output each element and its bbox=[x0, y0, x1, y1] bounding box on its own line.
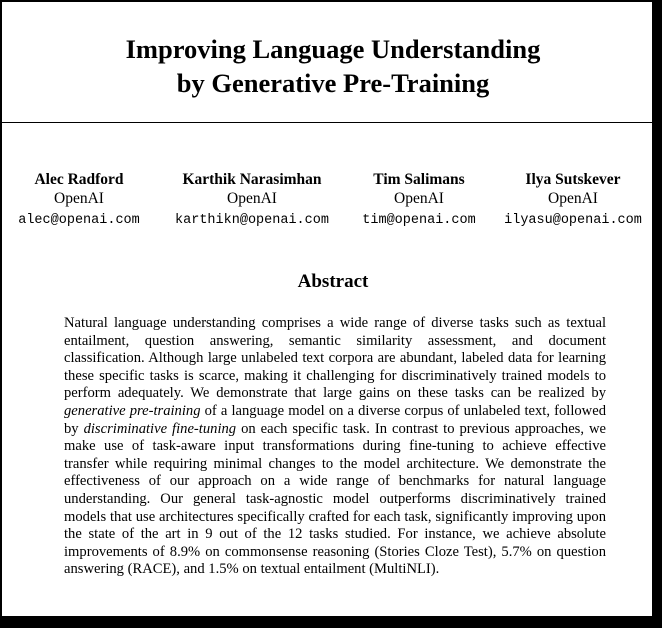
author-name: Karthik Narasimhan bbox=[182, 171, 322, 188]
author-affiliation: OpenAI bbox=[227, 190, 277, 207]
author-block bbox=[162, 170, 342, 230]
abstract-text: Natural language understanding comprises a wide range of diverse tasks such as textual entailment, question answering, semantic similarity assessment, and document classification. Although large unlabeled text corpora are abundant, labeled data for learning these specific tasks is scarce, making it challenging for discriminatively trained models to perform adequately. We demonstrate that large gains on these tasks can be realized by bbox=[64, 315, 606, 402]
author-block bbox=[4, 170, 154, 230]
author-block bbox=[498, 170, 648, 230]
abstract-emphasis: discriminative fine-tuning bbox=[83, 420, 237, 437]
author-block bbox=[354, 170, 484, 230]
author-affiliation: OpenAI bbox=[394, 190, 444, 207]
author-affiliation: OpenAI bbox=[54, 190, 104, 207]
author-name: Tim Salimans bbox=[373, 171, 465, 188]
author-email[interactable]: alec@openai.com bbox=[18, 213, 140, 228]
paper-title bbox=[2, 32, 652, 100]
abstract-body bbox=[64, 315, 606, 579]
author-name: Alec Radford bbox=[34, 171, 124, 188]
abstract-text: of a language model on a diverse corpus of unlabeled text, followed by bbox=[64, 402, 606, 437]
title-line-2: by Generative Pre-Training bbox=[176, 68, 490, 98]
abstract-emphasis: generative pre-training bbox=[64, 402, 201, 419]
author-email[interactable]: tim@openai.com bbox=[362, 213, 476, 228]
title-line-1: Improving Language Understanding bbox=[125, 34, 541, 64]
author-email[interactable]: ilyasu@openai.com bbox=[504, 213, 642, 228]
paper-page bbox=[2, 2, 652, 616]
frame-shadow bbox=[0, 616, 662, 628]
title-rule bbox=[2, 122, 652, 123]
frame-shadow bbox=[652, 0, 662, 628]
author-email[interactable]: karthikn@openai.com bbox=[175, 213, 329, 228]
author-name: Ilya Sutskever bbox=[525, 171, 621, 188]
author-affiliation: OpenAI bbox=[548, 190, 598, 207]
abstract-heading: Abstract bbox=[297, 271, 369, 292]
abstract-text: on each specific task. In contrast to previous approaches, we make use of task-aware input transformations during fine-tuning to achieve effective transfer while requiring minimal changes to the model architecture. We demonstrate the effectiveness of our approach on a wide range of benchmarks for natural language understanding. Our general task-agnostic model outperforms discriminatively trained models that use architectures specifically crafted for each task, significantly improving upon the state of the art in 9 out of the 12 tasks studied. For instance, we achieve absolute improvements of 8.9% on commonsense reasoning (Stories Cloze Test), 5.7% on question answering (RACE), and 1.5% on textual entailment (MultiNLI). bbox=[64, 420, 606, 578]
